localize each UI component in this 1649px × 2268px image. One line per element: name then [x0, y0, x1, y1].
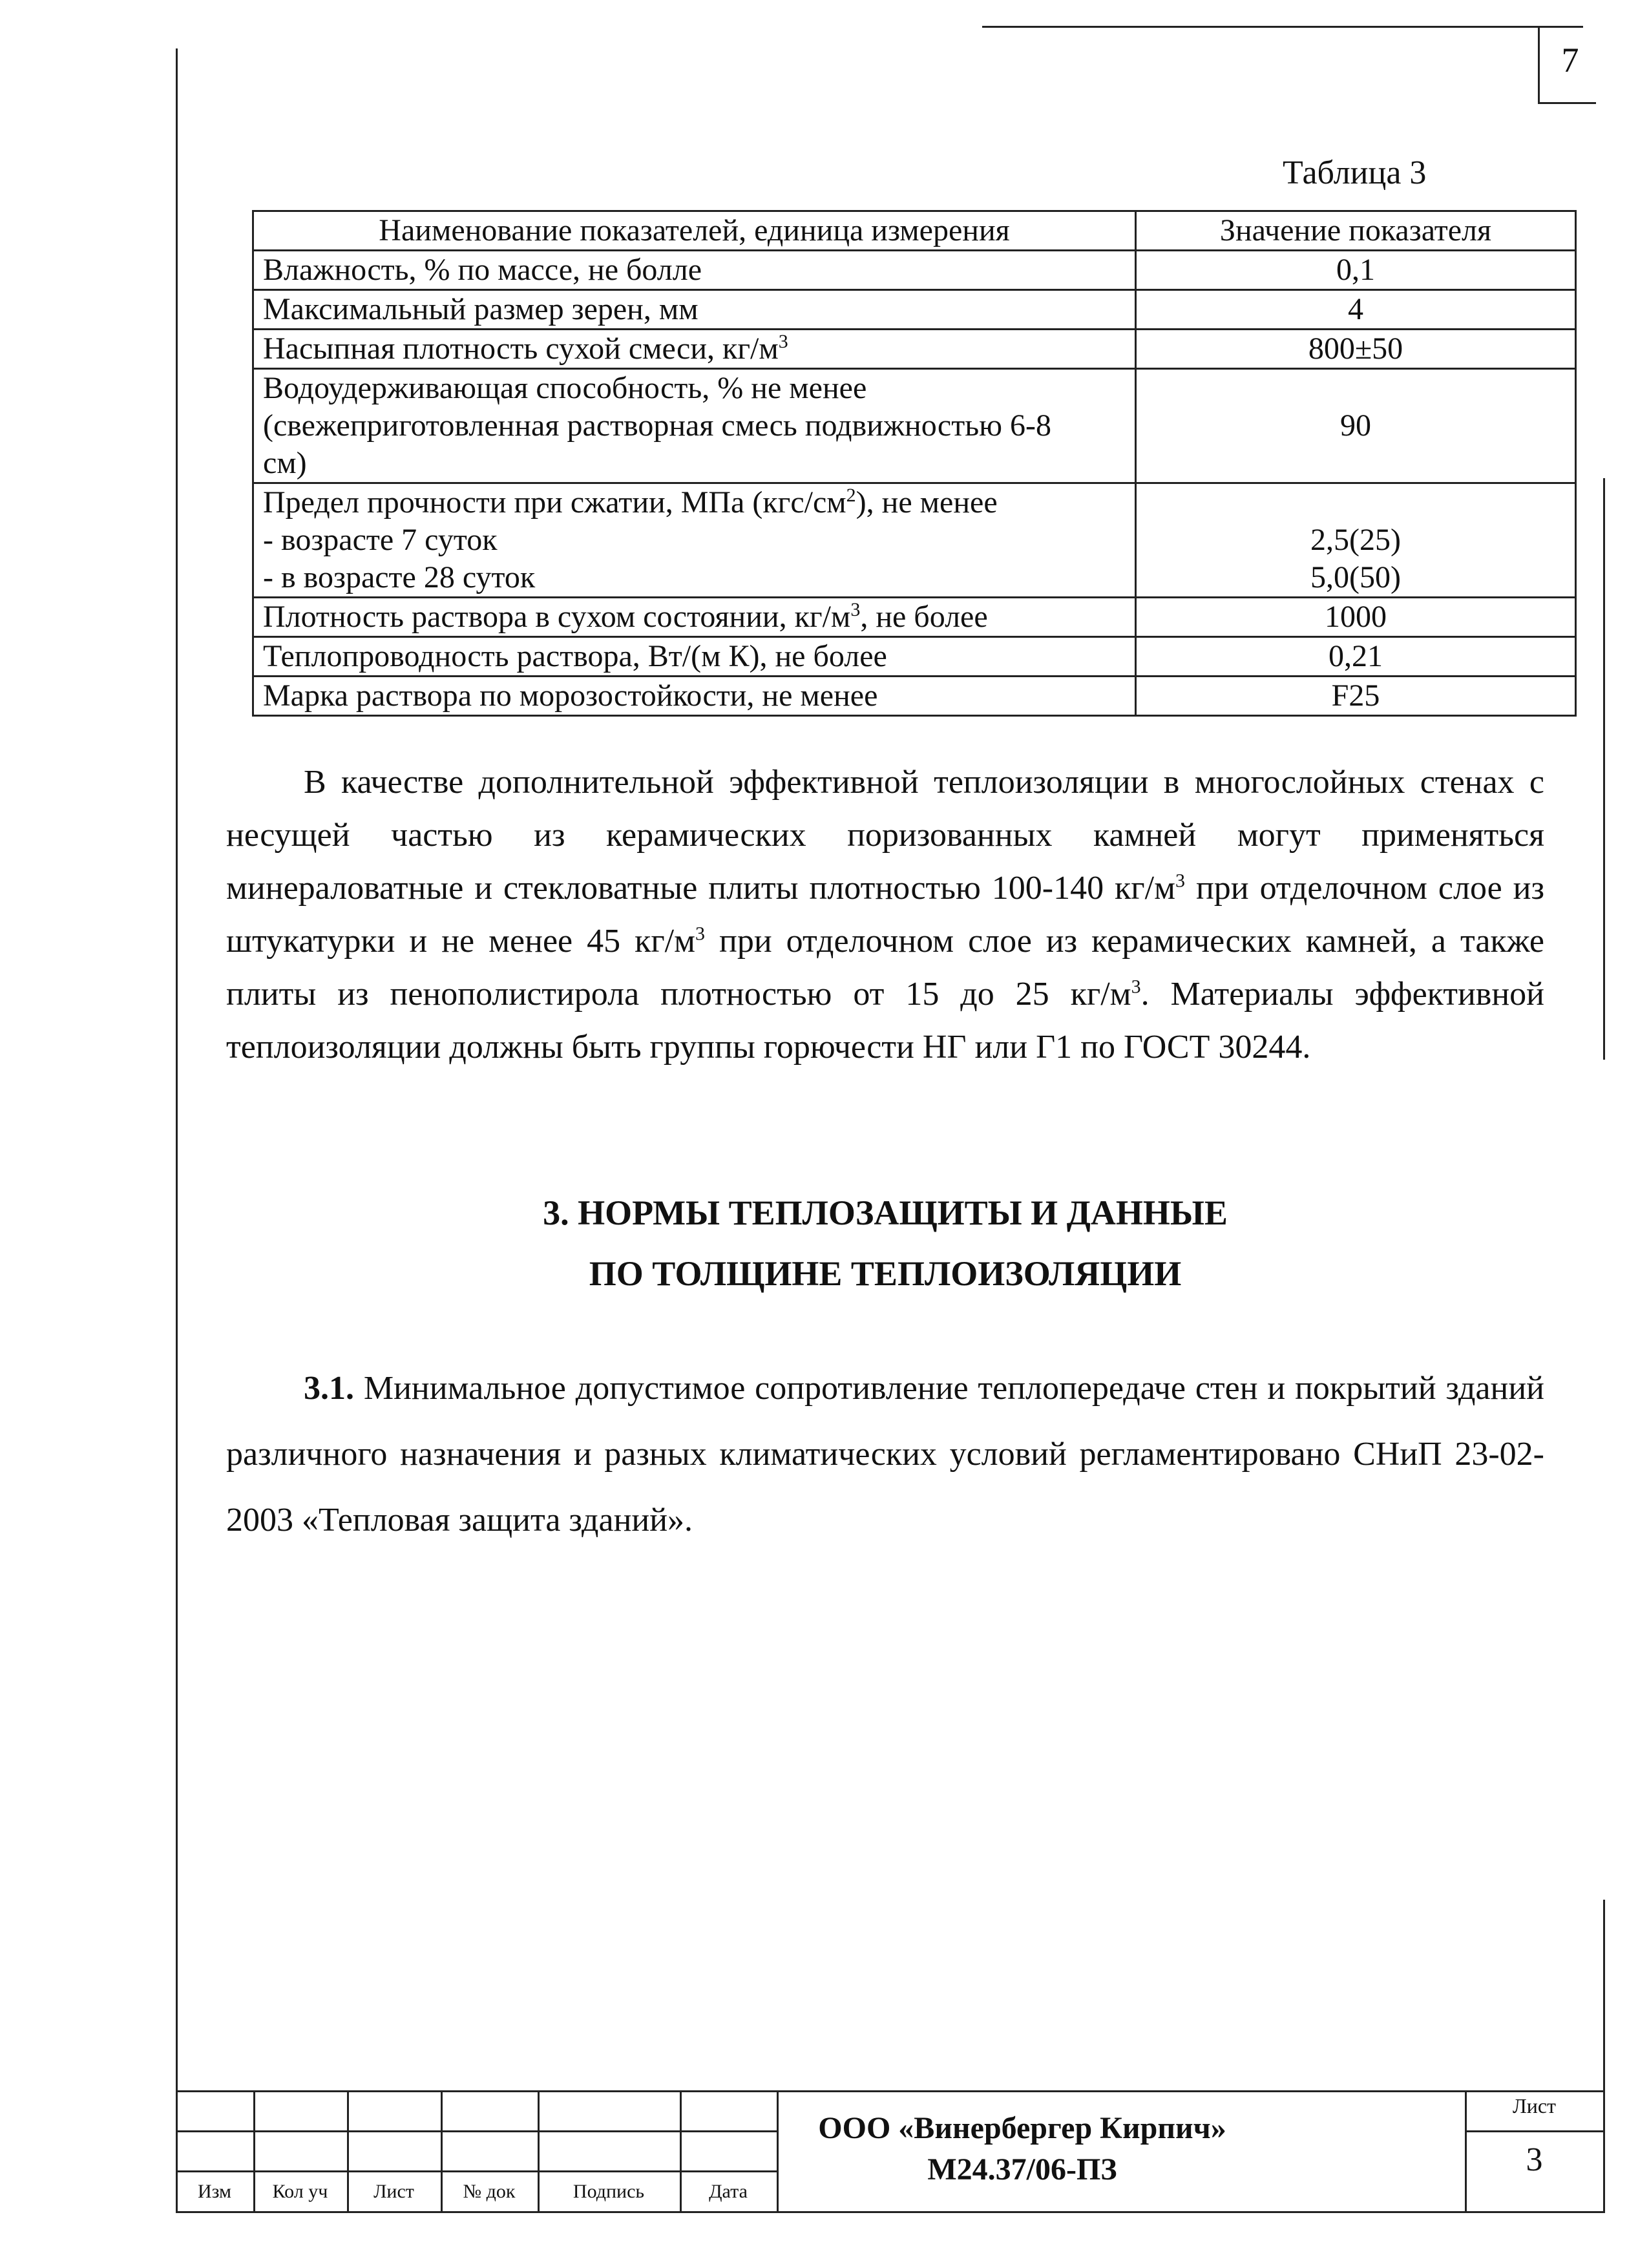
- table-header-value: Значение показателя: [1136, 211, 1576, 251]
- table-cell-name: [253, 330, 1136, 369]
- cell-text: Предел прочности при сжатии, МПа (кгс/см: [263, 485, 846, 520]
- paragraph-text: . Материалы эффективной теплоизоляции должны быть группы горючести НГ или Г1 по ГОСТ 30244.: [226, 976, 1544, 1066]
- insulation-paragraph: [226, 756, 1544, 1074]
- table-cell-name: [253, 483, 1136, 598]
- table-cell-name: Марка раствора по морозостойкости, не менее: [253, 677, 1136, 716]
- table-row: [253, 330, 1576, 369]
- paragraph-text: при отделочном слое из керамических камней, а также плиты из пенополистирола плотностью от 15 до 25 кг/м: [226, 923, 1545, 1013]
- table-row: [253, 483, 1576, 598]
- clause-paragraph: [226, 1356, 1544, 1553]
- title-block-label-signature: Подпись: [572, 2181, 645, 2202]
- table-row: [253, 251, 1576, 290]
- paragraph-text: Минимальное допустимое сопротивление теплопередаче стен и покрытий зданий различного назначения и разных климатических условий регламентировано СНиП 23-02-2003 «Тепловая защита зданий».: [226, 1370, 1544, 1538]
- sheet-number: 3: [1526, 2141, 1543, 2178]
- title-block-label-count: Кол уч: [272, 2181, 328, 2202]
- cell-line: [263, 484, 1126, 521]
- sheet-label: Лист: [1512, 2094, 1556, 2117]
- table-row: [253, 598, 1576, 637]
- table-row: [253, 369, 1576, 483]
- clause-number: 3.1.: [304, 1370, 354, 1407]
- title-block-sheet-divider: [1465, 2130, 1605, 2132]
- table-cell-value: 0,21: [1136, 637, 1576, 677]
- title-block-label-change: Изм: [197, 2181, 232, 2202]
- superscript: 3: [695, 923, 706, 945]
- cell-text: Плотность раствора в сухом состоянии, кг/м: [263, 600, 851, 634]
- document-code: М24.37/06-ПЗ: [927, 2152, 1117, 2187]
- table-header-name: Наименование показателей, единица измерения: [253, 211, 1136, 251]
- cell-text: Насыпная плотность сухой смеси, кг/м: [263, 331, 779, 366]
- section-heading-line: ПО ТОЛЩИНЕ ТЕПЛОИЗОЛЯЦИИ: [589, 1254, 1182, 1293]
- section-heading: [226, 1182, 1544, 1304]
- title-block-row-line: [176, 2130, 777, 2132]
- paragraph-text: В качестве дополнительной эффективной теплоизоляции в многослойных стенах с несущей частью из керамических поризованных камней могут применяться минераловатные и стекловатные плиты плотностью 100-140 кг/м: [226, 764, 1544, 907]
- table-caption: Таблица 3: [1283, 154, 1427, 191]
- title-block-row-line: [176, 2170, 777, 2172]
- cell-superscript: 3: [850, 599, 861, 620]
- organization-name: ООО «Винербергер Кирпич»: [818, 2111, 1226, 2145]
- frame-right-border: [1603, 478, 1605, 1060]
- cell-line: 5,0(50): [1310, 560, 1401, 594]
- title-block-label-date: Дата: [709, 2181, 748, 2202]
- table-cell-value: 90: [1136, 369, 1576, 483]
- title-block-border-top: [176, 2090, 1605, 2092]
- cell-line: см): [263, 446, 307, 480]
- cell-superscript: 2: [846, 485, 856, 506]
- table-row: [253, 290, 1576, 330]
- table-cell-value: F25: [1136, 677, 1576, 716]
- cell-line: Водоудерживающая способность, % не менее: [263, 371, 867, 405]
- cell-text: ), не менее: [856, 485, 998, 520]
- cell-text: , не более: [860, 600, 988, 634]
- superscript: 3: [1175, 870, 1185, 892]
- paragraph-text: при отделочном слое из штукатурки и не менее 45 кг/м: [226, 870, 1544, 960]
- table-cell-name: Теплопроводность раствора, Вт/(м К), не более: [253, 637, 1136, 677]
- title-block: [176, 2090, 1605, 2213]
- table-cell-name: [253, 598, 1136, 637]
- page-number-frame-left: [1538, 26, 1540, 103]
- table-cell-value: [1136, 483, 1576, 598]
- page-number: 7: [1561, 41, 1579, 79]
- table-cell-name: Максимальный размер зерен, мм: [253, 290, 1136, 330]
- cell-line: [1146, 484, 1566, 521]
- table-cell-value: 1000: [1136, 598, 1576, 637]
- table-cell-value: 0,1: [1136, 251, 1576, 290]
- page-number-frame-bottom: [1538, 102, 1596, 104]
- table-cell-name: Влажность, % по массе, не болле: [253, 251, 1136, 290]
- specifications-table: [252, 210, 1577, 717]
- table-header-row: [253, 211, 1576, 251]
- frame-left-border: [176, 48, 178, 2213]
- cell-line: - в возрасте 28 суток: [263, 560, 536, 594]
- table-cell-value: 800±50: [1136, 330, 1576, 369]
- table-row: [253, 637, 1576, 677]
- cell-superscript: 3: [778, 331, 788, 352]
- page-number-frame-top: [982, 26, 1583, 28]
- title-block-border-bottom: [176, 2211, 1605, 2213]
- superscript: 3: [1131, 976, 1141, 998]
- cell-line: 2,5(25): [1310, 523, 1401, 557]
- section-heading-line: 3. НОРМЫ ТЕПЛОЗАЩИТЫ И ДАННЫЕ: [543, 1193, 1228, 1232]
- title-block-label-sheet: Лист: [373, 2181, 414, 2202]
- cell-line: - возрасте 7 суток: [263, 523, 498, 557]
- title-block-label-doc-number: № док: [463, 2181, 516, 2202]
- table-row: [253, 677, 1576, 716]
- cell-line: (свежеприготовленная растворная смесь подвижностью 6-8: [263, 408, 1051, 443]
- table-cell-value: 4: [1136, 290, 1576, 330]
- table-cell-name: [253, 369, 1136, 483]
